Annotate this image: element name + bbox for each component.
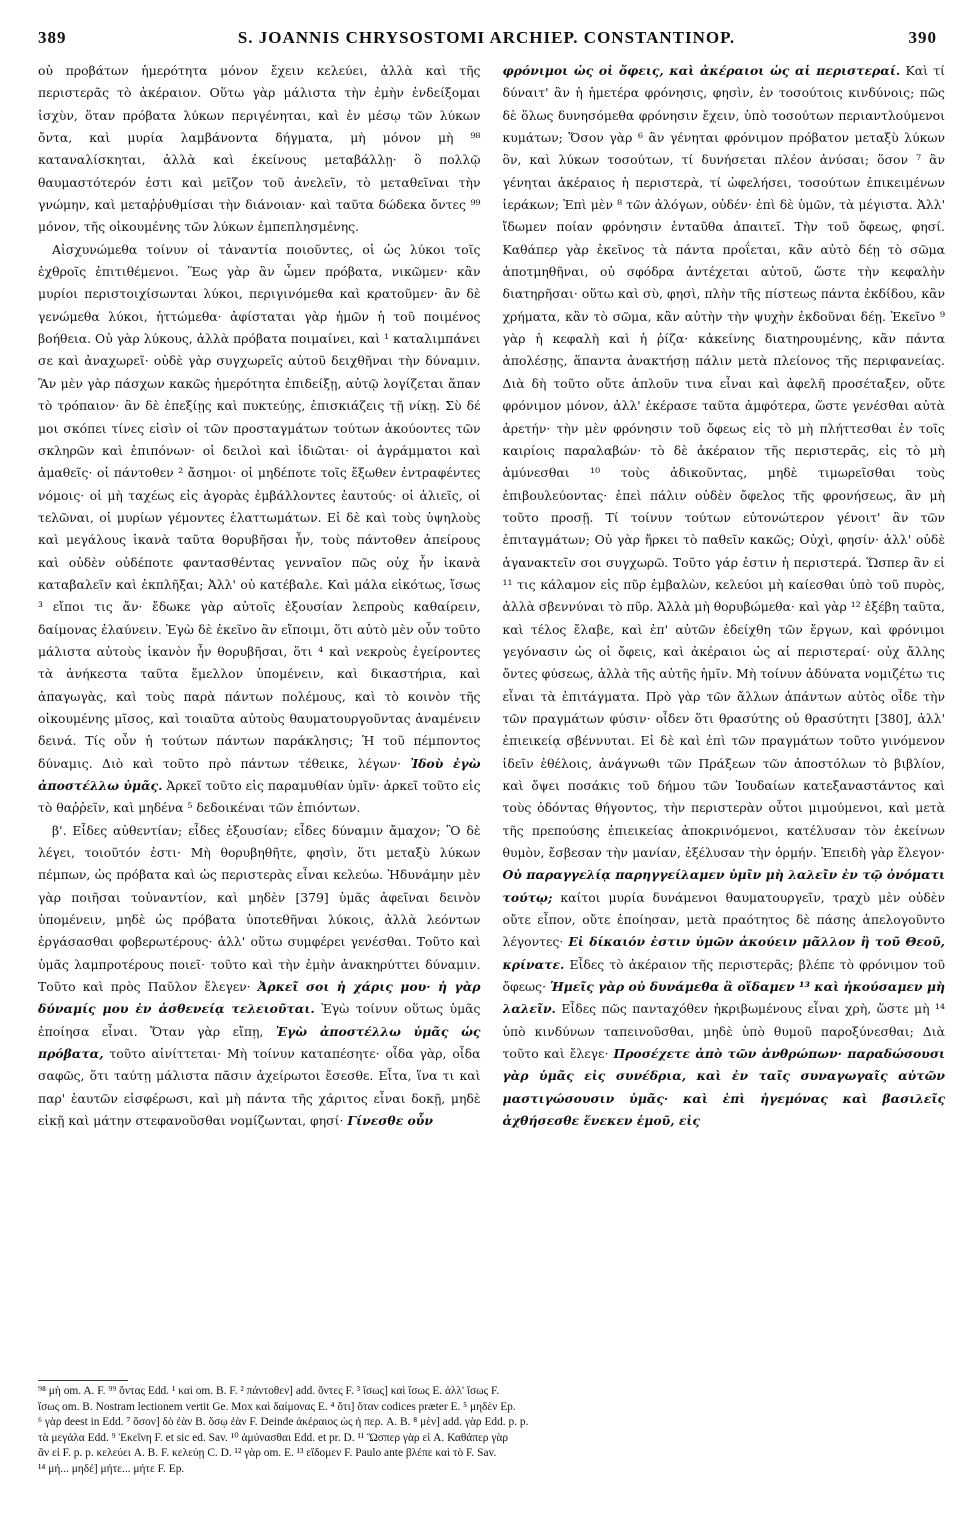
footnote-line: ¹⁴ μή... μηδέ] μήτε... μήτε F. Ep.	[38, 1462, 185, 1475]
footnote-line: ἂν εἰ F. p. p. κελεύει A. B. F. κελεύῃ C. D. ¹² γὰρ om. E. ¹³ εἴδομεν F. Paulo ante βλέπε καὶ τὸ F. Sav.	[38, 1447, 497, 1460]
left-paragraph-3	[38, 820, 481, 1133]
text-columns	[38, 60, 945, 1388]
right-text-3: Εἶδες τὸ ἀκέραιον τῆς περιστερᾶς; βλέπε τὸ φρόνιμον τοῦ ὄφεως·	[502, 956, 945, 995]
right-text-4: Εἶδες πῶς πανταχόθεν ἠκριβωμένους εἶναι χρὴ, ὥστε μὴ ¹⁴ ὑπὸ κινδύνων ταπεινοῦσθαι, μηδὲ ὑπὸ θυμοῦ παροξύνεσθαι; Διὰ τοῦτο καὶ ἔλεγε·	[502, 1001, 945, 1062]
scripture-quote: Γίνεσθε οὖν	[347, 1113, 434, 1129]
scripture-quote: Οὐ παραγγελίᾳ παρηγγείλαμεν ὑμῖν μὴ λαλεῖν ἐν τῷ ὀνόματι τούτῳ;	[502, 867, 945, 905]
footnote-line: τὰ μεγάλα Edd. ⁹ Ἐκεῖνη F. et sic ed. Sav. ¹⁰ ἀμύνασθαι Edd. et pr. D. ¹¹ Ὥσπερ γὰρ εἰ A. Καθάπερ γὰρ	[38, 1431, 509, 1444]
right-text-2: καίτοι μυρία δυνάμενοι θαυματουργεῖν, τραχὺ μὲν οὐδὲν οὔτε εἶπον, οὔτε ἐποίησαν, μετὰ πραότητος δὲ πάσης ἀπελογοῦντο λέγοντες·	[502, 889, 945, 950]
left-paragraph-2	[38, 239, 481, 820]
right-column	[503, 60, 946, 1388]
footnote-line: ἴσως om. B. Nostram lectionem vertit Ge. Mox καὶ δαίμονας E. ⁴ ὅτι] ὅταν codices præter E. ⁵ μηδὲν Ep.	[38, 1400, 516, 1413]
running-header	[20, 28, 953, 52]
right-paragraph	[503, 60, 946, 1133]
left-paragraph-3-end: τοῦτο αἰνίττεται· Μὴ τοίνυν καταπέσητε· οἶδα γὰρ, οἶδα σαφῶς, ὅτι ταύτῃ μάλιστα πᾶσιν ἀχείρωτοι ἔσεσθε. Εἶτα, ἵνα τι καὶ παρ' ἑαυτῶν εἰσφέρωσι, καὶ μὴ πάντα τῆς χάριτος εἶναι δοκῇ, μηδὲ εἰκῇ καὶ μάτην στεφανοῦσθαι νομίζωνται, φησί·	[38, 1046, 481, 1129]
page-number-right: 390	[908, 28, 937, 47]
scripture-quote: Εἰ δίκαιόν ἐστιν ὑμῶν ἀκούειν μᾶλλον ἢ τοῦ Θεοῦ, κρίνατε.	[502, 934, 945, 972]
left-paragraph-2-text: Αἰσχυνώμεθα τοίνυν οἱ τἀναντία ποιοῦντες, οἱ ὡς λύκοι τοῖς ἐχθροῖς ἐπιτιθέμενοι. Ἕως γὰρ ἂν ὦμεν πρόβατα, νικῶμεν· κἂν μυρίοι περιστοιχίσωνται λύκοι, περιγινόμεθα καὶ κρατοῦμεν· ἂν δὲ γενώμεθα λύκοι, ἡττώμεθα· ἀφίσταται γὰρ ἡμῶν ἡ τοῦ ποιμένος βοήθεια. Οὐ γὰρ λύκους, ἀλλὰ πρόβατα ποιμαίνει, καὶ ¹ καταλιμπάνει σε καὶ ἀναχωρεῖ· οὐδὲ γὰρ συγχωρεῖς αὐτοῦ δειχθῆναι τὴν δύναμιν. Ἂν μὲν γὰρ πάσχων κακῶς ἡμερότητα ἐπιδείξῃ, αὐτῷ λογίζεται ἅπαν τὸ τρόπαιον· ἂν δὲ ἐπεξίῃς καὶ πυκτεύῃς, ἐπισκιάζεις τῇ νίκῃ. Σὺ δέ μοι σκόπει τίνες εἰσὶν οἱ τῶν προσταγμάτων τούτων ἀκούοντες τῶν σκληρῶν καὶ ἐπιπόνων· οἱ δειλοὶ καὶ ἰδιῶται· οἱ ἀγράμματοι καὶ ἀμαθεῖς· οἱ πάντοθεν ² ἄσημοι· οἱ μηδέποτε τοῖς ἔξωθεν ἐντραφέντες νόμοις· οἱ μὴ ταχέως εἰς ἀγορὰς ἐμβάλλοντες ἑαυτούς· οἱ ἁλιεῖς, οἱ τελῶναι, οἱ μυρίων γέμοντες ἐλαττωμάτων. Εἰ δὲ καὶ τοὺς ὑψηλοὺς καὶ μεγάλους ἱκανὰ ταῦτα θορυβῆσαι ἦν, τοὺς πάντοθεν ἀπείρους καὶ οὐδὲν οὐδέποτε φαντασθέντας γενναῖον πῶς οὐχ ἦν ἱκανὰ καταβαλεῖν καὶ ἐκπλῆξαι; Ἀλλ' οὐ κατέβαλε. Καὶ μάλα εἰκότως, ἴσως ³ εἴποι τις ἄν· ἔδωκε γὰρ αὐτοῖς ἐξουσίαν λεπροὺς καθαίρειν, δαίμονας ἐλαύνειν. Ἐγὼ δὲ ἐκεῖνο ἂν εἴποιμι, ὅτι αὐτὸ μὲν οὖν τοῦτο μάλιστα αὐτοὺς ἱκανὸν ἦν θορυβῆσαι, ὅτι ⁴ καὶ νεκροὺς ἐγείροντες τὰ ἀνήκεστα ταῦτα ἔμελλον ὑπομένειν, καὶ δικαστήρια, καὶ ἀπαγωγὰς, καὶ τοὺς παρὰ πάντων πολέμους, καὶ τὸ κοινὸν τῆς οἰκουμένης μῖσος, καὶ τοιαῦτα αὐτοὺς θαυματουργοῦντας ἀναμένειν δεινά. Τίς οὖν ἡ τούτων πάντων παράκλησις; Ἡ τοῦ πέμποντος δύναμις. Διὸ καὶ τοῦτο πρὸ πάντων τέθεικε, λέγων·	[38, 241, 481, 771]
left-column	[38, 60, 481, 1388]
footnotes	[38, 1384, 945, 1478]
scripture-quote: Ἡμεῖς γὰρ οὐ δυνάμεθα ἃ οἴδαμεν ¹³ καὶ ἠκούσαμεν μὴ λαλεῖν.	[502, 979, 945, 1017]
left-paragraph-1: οὐ προβάτων ἡμερότητα μόνον ἔχειν κελεύει, ἀλλὰ καὶ τῆς περιστερᾶς τὸ ἀκέραιον. Οὕτω γὰρ μάλιστα τὴν ἐμὴν ἐνδείξομαι ἰσχὺν, ὅταν πρόβατα λύκων περιγένηται, καὶ ἐν μέσῳ τῶν λύκων ὄντα, καὶ μυρία λαμβάνοντα δήγματα, μὴ μόνον μὴ ⁹⁸ καταναλίσκηται, ἀλλὰ καὶ ἐκείνους μεταβάλλῃ· ὃ πολλῷ θαυμαστότερόν ἐστι καὶ μεῖζον τοῦ ἀνελεῖν, τὸ μεταθεῖναι τὴν γνώμην, καὶ μεταῤῥυθμίσαι τὴν διάνοιαν· καὶ ταῦτα δώδεκα ὄντες ⁹⁹ μόνον, τῆς οἰκουμένης τῶν λύκων ἐμπεπλησμένης.	[38, 63, 481, 235]
footnote-divider	[38, 1380, 128, 1381]
scripture-quote: Προσέχετε ἀπὸ τῶν ἀνθρώπων· παραδώσουσι γὰρ ὑμᾶς εἰς συνέδρια, καὶ ἐν ταῖς συναγωγαῖς αὐτῶν μαστιγώσουσιν ὑμᾶς· καὶ ἐπὶ ἡγεμόνας καὶ βασιλεῖς ἀχθήσεσθε ἕνεκεν ἐμοῦ, εἰς	[502, 1046, 945, 1129]
footnote-line: ⁶ γὰρ deest in Edd. ⁷ ὅσον] δὸ ἐὰν B. ὅσῳ ἐὰν F. Deinde ἀκέραιος ὡς ἡ περ. A. B. ⁸ μὲν] add. γὰρ Edd. p. p.	[38, 1416, 529, 1429]
scripture-quote: Ἐγὼ ἀποστέλλω ὑμᾶς ὡς πρόβατα,	[38, 1023, 481, 1062]
scripture-quote: φρόνιμοι ὡς οἱ ὄφεις, καὶ ἀκέραιοι ὡς αἱ περιστεραί.	[502, 63, 901, 78]
page-number-left: 389	[38, 28, 67, 47]
scripture-quote: Ἀρκεῖ σοι ἡ χάρις μου· ἡ γὰρ δύναμίς μου ἐν ἀσθενείᾳ τελειοῦται.	[38, 979, 481, 1017]
scripture-quote: Ἰδοὺ ἐγὼ ἀποστέλλω ὑμᾶς.	[38, 755, 481, 793]
right-text-1: Καὶ τί δύναιτ' ἂν ἡ ἡμετέρα φρόνησις, φησὶν, ἐν τοσούτοις κινδύνοις; πῶς δὲ ὅλως δυνησόμεθα φρόνησιν ἔχειν, ὑπὸ τοσούτων περιαντλούμενοι κυμάτων; Ὅσον γὰρ ⁶ ἂν γένηται φρόνιμον πρόβατον μεταξὺ λύκων ὂν, καὶ λύκων τοσούτων, τί δυνήσεται πλέον ἀνύσαι; ὅσον ⁷ ἂν γένηται ἀκέραιος ἡ περιστερὰ, τί ὠφελήσει, τοσούτων ἐπικειμένων ἱεράκων; Ἐπὶ μὲν ⁸ τῶν ἀλόγων, οὐδέν· ἐπὶ δὲ ὑμῶν, τὰ μέγιστα. Ἀλλ' ἴδωμεν ποίαν φρόνησιν ἐνταῦθα ἀπαιτεῖ. Τὴν τοῦ ὄφεως, φησί. Καθάπερ γὰρ ἐκεῖνος τὰ πάντα προΐεται, κἂν αὐτὸ δέῃ τὸ σῶμα ἀποτμηθῆναι, οὐ σφόδρα ἀντέχεται αὐτοῦ, ὥστε τὴν κεφαλὴν διατηρῆσαι· οὕτω καὶ σὺ, φησὶ, πλὴν τῆς πίστεως πάντα ἐκδίδου, κἂν χρήματα, κἂν τὸ σῶμα, κἂν αὐτὴν τὴν ψυχὴν ἐκδοῦναι δέῃ. Ἐκεῖνο ⁹ γὰρ ἡ κεφαλὴ καὶ ἡ ῥίζα· κἀκείνης διατηρουμένης, κἂν πάντα ἀπολέσῃς, ἅπαντα ἀνακτήσῃ πάλιν μετὰ πλείονος τῆς περιφανείας. Διὰ δὴ τοῦτο οὔτε ἁπλοῦν τινα εἶναι καὶ ἀφελῆ προσέταξεν, οὔτε φρόνιμον μόνον, ἀλλ' ἐκέρασε ταῦτα ἀμφότερα, ὥστε γενέσθαι αὐτὰ ἀρετήν· τὴν μὲν φρόνησιν τοῦ ὄφεως εἰς τὸ μὴ πλήττεσθαι ἐν τοῖς καιρίοις παραλαβών· τὸ δὲ ἀκέραιον τῆς περιστερᾶς, εἰς τὸ μὴ ἀμύνεσθαι ¹⁰ τοὺς ἀδικοῦντας, μηδὲ τιμωρεῖσθαι τοὺς ἐπιβουλεύοντας· ἐπεὶ πάλιν οὐδὲν ὄφελος τῆς φρονήσεως, ἂν μὴ τοῦτο προσῇ. Τί τοίνυν τούτων εὐτονώτερον γένοιτ' ἂν τῶν ἐπιταγμάτων; Οὐ γὰρ ἤρκει τὸ παθεῖν κακῶς; Οὐχὶ, φησίν· ἀλλ' οὐδὲ ἀγανακτεῖν σοι συγχωρῶ. Τοῦτο γάρ ἐστιν ἡ περιστερά. Ὥσπερ ἂν εἰ ¹¹ τις κάλαμον εἰς πῦρ ἐμβαλὼν, κελεύοι μὴ καίεσθαι ὑπὸ τοῦ πυρὸς, ἀλλὰ σβεννύναι τὸ πῦρ. Ἀλλὰ μὴ θορυβώμεθα· καὶ γὰρ ¹² ἐξέβη ταῦτα, καὶ τέλος ἔλαβε, καὶ ἐπ' αὐτῶν ἐδείχθη τῶν ἔργων, καὶ φρόνιμοι γεγόνασιν ὡς οἱ ὄφεις, καὶ ἀκέραιοι ὡς αἱ περιστεραί· οὐχ ἄλλης ὄντες φύσεως, ἀλλὰ τῆς αὐτῆς ἡμῖν. Μὴ τοίνυν ἀδύνατα νομιζέτω τις εἶναι τὰ ἐπιτάγματα. Πρὸ γὰρ τῶν ἄλλων ἁπάντων αὐτὸς οἶδε τὴν τῶν πραγμάτων φύσιν· οἶδεν ὅτι θρασύτης οὐ θρασύτητι [380], ἀλλ' ἐπιεικείᾳ σβέννυται. Εἰ δὲ καὶ ἐπὶ τῶν πραγμάτων τοῦτο γινόμενον ἰδεῖν ἐθέλοις, ἀνάγνωθι τῶν Πράξεων τῶν ἀποστόλων τὸ βιβλίον, καὶ ὄψει ποσάκις τοῦ δήμου τῶν Ἰουδαίων κατεξαναστάντος καὶ τοὺς ὀδόντας θήγοντος, τὴν περιστερὰν οὗτοι μιμούμενοι, καὶ μετὰ τῆς πρεπούσης ἐπιεικείας ἀποκρινόμενοι, κατέλυσαν τὸν ἐκείνων θυμὸν, ἔσβεσαν τὴν μανίαν, ἐξέλυσαν τὴν ὁρμήν. Ἐπειδὴ γὰρ ἔλεγον·	[502, 63, 945, 861]
left-paragraph-2-end: Ἀρκεῖ τοῦτο εἰς παραμυθίαν ὑμῖν· ἀρκεῖ τοῦτο εἰς τὸ θαῤῥεῖν, καὶ μηδένα ⁵ δεδοικέναι τῶν ἐπιόντων.	[38, 778, 481, 816]
left-paragraph-3-mid: Ἐγὼ τοίνυν οὕτως ὑμᾶς ἐποίησα εἶναι. Ὅταν γὰρ εἴπῃ,	[38, 1001, 481, 1039]
running-title: S. JOANNIS CHRYSOSTOMI ARCHIEP. CONSTANTINOP.	[237, 28, 736, 47]
footnote-line: ⁹⁸ μὴ om. A. F. ⁹⁹ ὄντας Edd. ¹ καὶ om. B. F. ² πάντοθεν] add. ὄντες F. ³ ἴσως] καὶ ἴσως E. ἀλλ' ἴσως F.	[38, 1385, 500, 1397]
left-paragraph-3-start: β'. Εἶδες αὐθεντίαν; εἶδες ἐξουσίαν; εἶδες δύναμιν ἄμαχον; Ὃ δὲ λέγει, τοιοῦτόν ἐστι· Μὴ θορυβηθῆτε, φησὶν, ὅτι μεταξὺ λύκων πέμπων, ὡς πρόβατα καὶ ὡς περιστερὰς εἶναι κελεύω. Ἠδυνάμην μὲν γὰρ ποιῆσαι τοὐναντίον, καὶ μηδὲν [379] ὑμᾶς ἀφεῖναι δεινὸν ὑπομένειν, μηδὲ ὡς πρόβατα ὑποτεθῆναι λύκοις, ἀλλὰ λεόντων ἐργάσασθαι φοβερωτέρους· ἀλλ' οὕτω συμφέρει γενέσθαι. Τοῦτο καὶ ὑμᾶς λαμπροτέρους ποιεῖ· τοῦτο καὶ τὴν ἐμὴν ἀνακηρύττει δύναμιν. Τοῦτο καὶ πρὸς Παῦλον ἔλεγεν·	[38, 822, 481, 995]
